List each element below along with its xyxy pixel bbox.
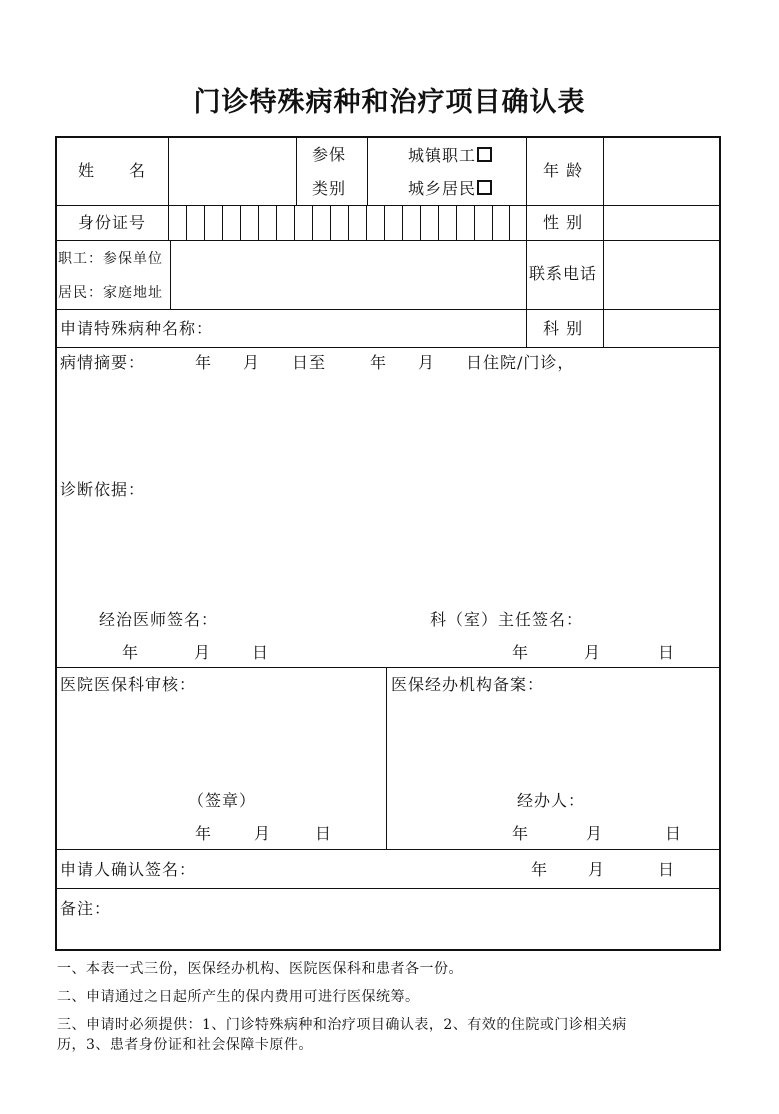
director-signature-label: 科（室）主任签名：	[430, 610, 584, 629]
summary-label: 病情摘要：	[60, 353, 146, 372]
agency-record-label: 医保经办机构备案：	[391, 675, 545, 694]
summary-end-month: 月	[418, 353, 436, 372]
footnote-2: 二、申请通过之日起所产生的保内费用可进行医保统筹。	[57, 989, 420, 1005]
urban-rural-resident-checkbox[interactable]	[477, 180, 492, 195]
urban-worker-checkbox[interactable]	[477, 147, 492, 162]
seal-label: （签章）	[188, 791, 257, 810]
footnote-1: 一、本表一式三份，医保经办机构、医院医保科和患者各一份。	[57, 961, 463, 977]
handler-label: 经办人：	[517, 791, 586, 810]
applicant-sign-year: 年	[531, 860, 549, 879]
hospital-review-field[interactable]	[58, 700, 383, 785]
gender-field[interactable]	[606, 207, 718, 238]
director-sign-day: 日	[658, 643, 676, 662]
footnote-3-line-2: 历，3、患者身份证和社会保障卡原件。	[57, 1037, 313, 1053]
row-divider-6	[55, 849, 721, 850]
diagnosis-basis-label: 诊断依据：	[60, 480, 146, 499]
disease-name-label: 申请特殊病种名称：	[60, 319, 214, 338]
applicant-signature-field[interactable]	[200, 852, 520, 886]
id-number-field[interactable]	[170, 207, 524, 238]
doctor-sign-day: 日	[252, 643, 270, 662]
name-label: 姓 名	[78, 161, 147, 180]
department-label: 科 别	[543, 319, 584, 338]
agency-record-year: 年	[512, 824, 530, 843]
col-divider-right-values	[603, 136, 604, 347]
form-title: 门诊特殊病种和治疗项目确认表	[193, 87, 586, 118]
remarks-field[interactable]	[58, 922, 718, 948]
department-field[interactable]	[606, 311, 718, 345]
applicant-sign-month: 月	[588, 860, 606, 879]
agency-record-month: 月	[586, 824, 604, 843]
phone-field[interactable]	[606, 242, 718, 307]
row-divider-5	[55, 667, 721, 668]
applicant-sign-day: 日	[658, 860, 676, 879]
summary-field[interactable]	[58, 378, 718, 478]
worker-unit-label: 职工：参保单位	[58, 251, 163, 267]
insurance-type-label-2: 类别	[312, 179, 347, 198]
option-urban-worker-label: 城镇职工	[408, 146, 477, 165]
row-divider-7	[55, 888, 721, 889]
director-sign-year: 年	[512, 643, 530, 662]
option-urban-worker[interactable]	[408, 147, 492, 164]
summary-start-month: 月	[243, 353, 261, 372]
id-number-label: 身份证号	[78, 213, 147, 232]
age-label: 年 龄	[543, 161, 584, 180]
resident-address-label: 居民：家庭地址	[58, 285, 163, 301]
col-divider-review	[386, 667, 387, 849]
col-divider-address	[170, 240, 171, 309]
col-divider-name	[168, 136, 169, 240]
row-divider-4	[55, 347, 721, 348]
footnote-3-line-1: 三、申请时必须提供：1、门诊特殊病种和治疗项目确认表，2、有效的住院或门诊相关病	[57, 1017, 627, 1033]
remarks-label: 备注：	[60, 899, 112, 918]
hospital-review-label: 医院医保科审核：	[60, 675, 197, 694]
gender-label: 性 别	[543, 213, 584, 232]
hospital-review-day: 日	[315, 824, 333, 843]
doctor-signature-label: 经治医师签名：	[99, 610, 219, 629]
agency-record-day: 日	[665, 824, 683, 843]
summary-start-year: 年	[195, 353, 213, 372]
summary-start-day-to: 日至	[292, 353, 327, 372]
insurance-type-label: 参保	[312, 145, 347, 164]
doctor-sign-year: 年	[122, 643, 140, 662]
hospital-review-year: 年	[195, 824, 213, 843]
col-divider-right-labels	[526, 136, 527, 347]
director-sign-month: 月	[584, 643, 602, 662]
summary-end-year: 年	[370, 353, 388, 372]
phone-label: 联系电话	[529, 264, 598, 283]
disease-name-field[interactable]	[220, 311, 524, 345]
hospital-review-month: 月	[254, 824, 272, 843]
row-divider-1	[55, 205, 721, 206]
diagnosis-basis-field[interactable]	[58, 505, 718, 600]
age-field[interactable]	[606, 139, 718, 203]
unit-address-field[interactable]	[173, 242, 524, 307]
col-divider-insurance-right	[367, 136, 368, 205]
col-divider-insurance-left	[296, 136, 297, 205]
row-divider-3	[55, 309, 721, 310]
summary-inpatient-outpatient: 日住院/门诊，	[466, 353, 575, 372]
applicant-signature-label: 申请人确认签名：	[60, 860, 197, 879]
agency-record-field[interactable]	[389, 700, 718, 785]
option-urban-rural-resident[interactable]	[408, 180, 492, 197]
doctor-sign-month: 月	[194, 643, 212, 662]
name-field[interactable]	[171, 139, 295, 203]
row-divider-2	[55, 240, 721, 241]
option-urban-rural-resident-label: 城乡居民	[408, 179, 477, 198]
